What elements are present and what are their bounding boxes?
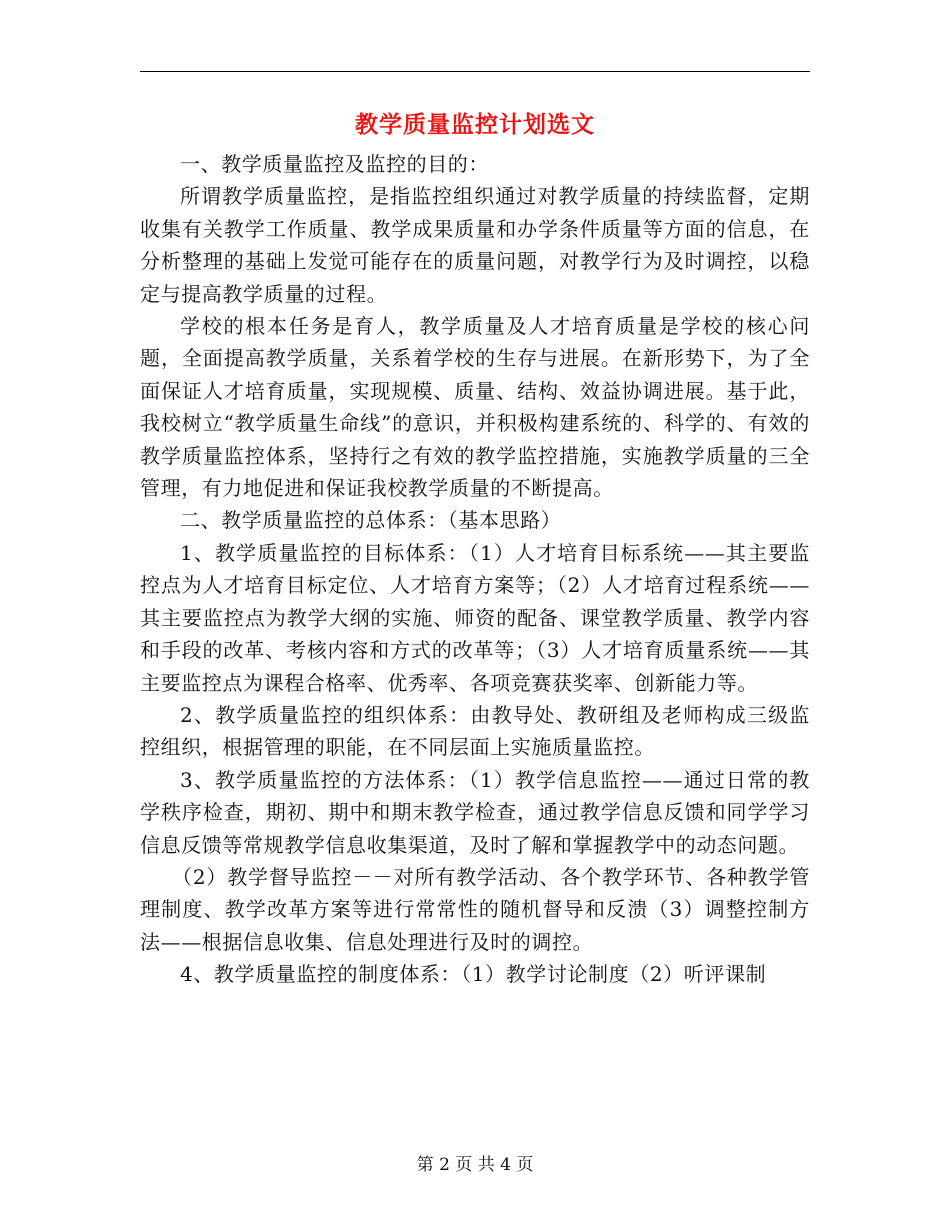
paragraph-method-system: 3、教学质量监控的方法体系：（1）教学信息监控——通过日常的教学秩序检查，期初、期中和期末教学检查，通过教学信息反馈和同学学习信息反馈等常规教学信息收集渠道，及时了解和掌握教学中的动态问题。 (140, 767, 810, 857)
paragraph-section-1-heading: 一、教学质量监控及监控的目的： (180, 152, 489, 176)
paragraph-supervision: （2）教学督导监控－－对所有教学活动、各个教学环节、各种教学管理制度、教学改革方案等进行常常性的随机督导和反溃（3）调整控制方法——根据信息收集、信息处理进行及时的调控。 (140, 864, 810, 954)
paragraph-section-2-heading: 二、教学质量监控的总体系：（基本思路） (180, 508, 562, 533)
document-body (140, 148, 810, 991)
paragraph-target-system: 1、教学质量监控的目标体系：（1）人才培育目标系统——其主要监控点为人才培育目标定位、人才培育方案等；（2）人才培育过程系统——其主要监控点为教学大纲的实施、师资的配备、课堂教学质量、教学内容和手段的改革、考核内容和方式的改革等；（3）人才培育质量系统——其主要监控点为课程合格率、优秀率、各项竞赛获奖率、创新能力等。 (140, 540, 810, 695)
paragraph-organization-system: 2、教学质量监控的组织体系：由教导处、教研组及老师构成三级监控组织，根据管理的职能，在不同层面上实施质量监控。 (140, 702, 810, 760)
page-footer: 第 2 页 共 4 页 (416, 1155, 534, 1175)
header-rule (140, 71, 810, 72)
document-title: 教学质量监控计划选文 (355, 111, 595, 138)
paragraph-school-task: 学校的根本任务是育人，教学质量及人才培育质量是学校的核心问题，全面提高教学质量，关系着学校的生存与进展。在新形势下，为了全面保证人才培育质量，实现规模、质量、结构、效益协调进展。基于此，我校树立“教学质量生命线”的意识，并积极构建系统的、科学的、有效的教学质量监控体系，坚持行之有效的教学监控措施，实施教学质量的三全管理，有力地促进和保证我校教学质量的不断提高。 (140, 314, 810, 501)
paragraph-regulation-system: 4、教学质量监控的制度体系：（1）教学讨论制度（2）听评课制 (180, 962, 767, 987)
paragraph-definition: 所谓教学质量监控，是指监控组织通过对教学质量的持续监督，定期收集有关教学工作质量、教学成果质量和办学条件质量等方面的信息，在分析整理的基础上发觉可能存在的质量问题，对教学行为及时调控，以稳定与提高教学质量的过程。 (140, 184, 810, 306)
